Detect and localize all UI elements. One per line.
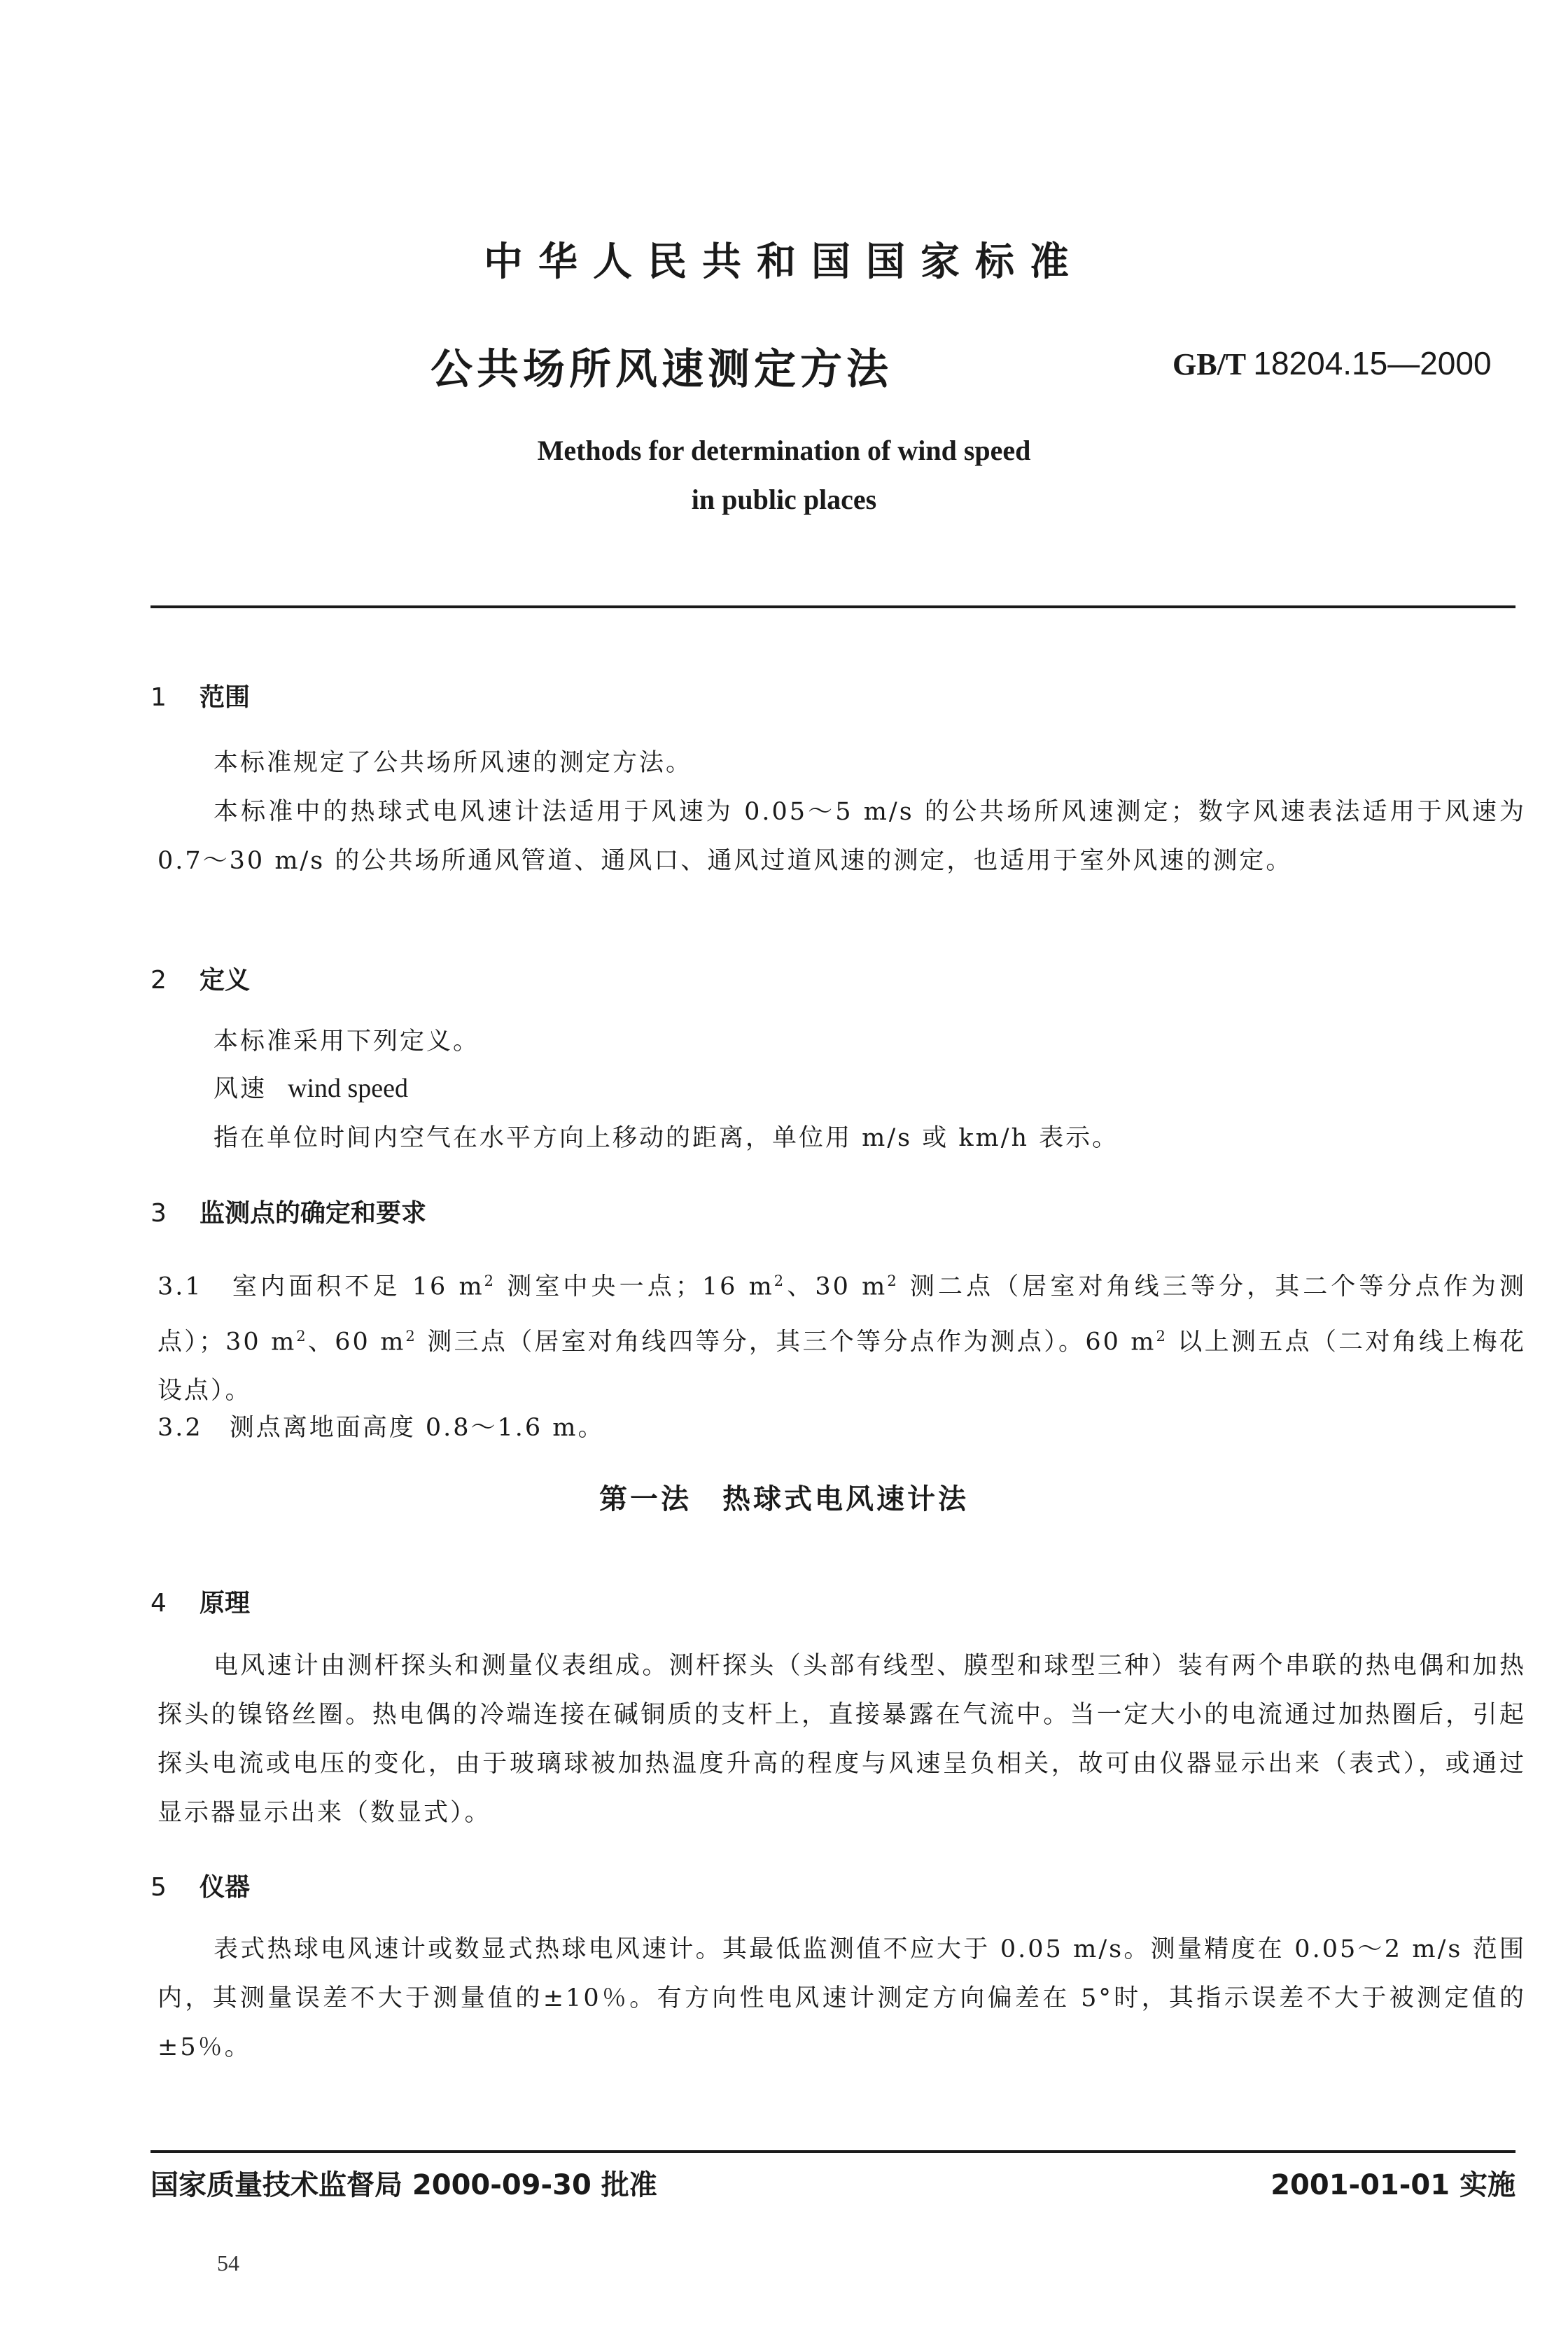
clause-number: 3.2 — [158, 1414, 203, 1442]
superscript: 2 — [405, 1327, 417, 1345]
clause-number: 3.1 — [158, 1272, 203, 1301]
section-title: 仪器 — [200, 1873, 251, 1902]
section-title: 监测点的确定和要求 — [200, 1199, 427, 1228]
section-2-heading — [150, 960, 250, 996]
standard-code-number: 18204.15—2000 — [1253, 345, 1492, 381]
standard-code-prefix: GB/T — [1172, 347, 1246, 381]
effective-date: 2001-01-01 实施 — [1270, 2169, 1516, 2201]
section-number: 2 — [150, 966, 167, 995]
clause-text: 测点离地面高度 0.8～1.6 m。 — [229, 1414, 605, 1442]
section-title: 定义 — [200, 966, 251, 995]
superscript: 2 — [1156, 1327, 1168, 1345]
standard-code — [1172, 344, 1492, 382]
clause-text: 、60 m — [307, 1328, 406, 1356]
country-standard-heading: 中华人民共和国国家标准 — [484, 239, 1084, 285]
superscript: 2 — [484, 1272, 496, 1289]
document-title-en-line2: in public places — [691, 484, 877, 515]
definition-text: 指在单位时间内空气在水平方向上移动的距离，单位用 m/s 或 km/h 表示。 — [214, 1124, 1119, 1152]
header-divider — [150, 605, 1516, 608]
clause-text: 、30 m — [785, 1272, 888, 1301]
superscript: 2 — [296, 1327, 308, 1345]
section-4-heading — [150, 1583, 250, 1619]
section-4-paragraph: 电风速计由测杆探头和测量仪表组成。测杆探头（头部有线型、膜型和球型三种）装有两个串联的热电偶和加热探头的镍铬丝圈。热电偶的冷端连接在碱铜质的支杆上，直接暴露在气流中。当一定大小的电流通过加热圈后，引起探头电流或电压的变化，由于玻璃球被加热温度升高的程度与风速呈负相关，故可由仪器显示出来（表式），或通过显示器显示出来（数显式）。 — [158, 1652, 1526, 1827]
section-2-paragraph-1: 本标准采用下列定义。 — [214, 1028, 480, 1056]
clause-text: 以上测五点（二对角线上梅花设点）。 — [158, 1328, 1526, 1405]
clause-3-2 — [158, 1403, 1526, 1452]
definition-term — [214, 1070, 408, 1105]
section-1-heading — [150, 678, 250, 713]
document-title-cn: 公共场所风速测定方法 — [430, 345, 892, 394]
clause-text: 测二点（居室对角线三等分，其二个等分点作为测点）；30 m — [158, 1272, 1526, 1356]
section-1-paragraph-1: 本标准规定了公共场所风速的测定方法。 — [214, 749, 693, 777]
superscript: 2 — [774, 1272, 786, 1289]
section-number: 5 — [150, 1873, 167, 1902]
clause-text: 室内面积不足 16 m — [232, 1272, 484, 1301]
section-5-paragraph: 表式热球电风速计或数显式热球电风速计。其最低监测值不应大于 0.05 m/s。测量精度在 0.05～2 m/s 范围内，其测量误差不大于测量值的±10％。有方向性电风速计测定方向偏差在 5°时，其指示误差不大于被测定值的±5％。 — [158, 1935, 1526, 2061]
clause-3-1 — [158, 1256, 1526, 1415]
footer-divider — [150, 2150, 1516, 2153]
section-title: 原理 — [200, 1589, 251, 1618]
page-number: 54 — [217, 2250, 239, 2276]
clause-text: 测三点（居室对角线四等分，其三个等分点作为测点）。60 m — [416, 1328, 1156, 1356]
section-number: 1 — [150, 683, 167, 712]
section-1-paragraph-2: 本标准中的热球式电风速计法适用于风速为 0.05～5 m/s 的公共场所风速测定；数字风速表法适用于风速为 0.7～30 m/s 的公共场所通风管道、通风口、通风过道风速的测定，也适用于室外风速的测定。 — [158, 798, 1526, 875]
section-number: 3 — [150, 1199, 167, 1228]
clause-text: 测室中央一点；16 m — [496, 1272, 774, 1301]
section-5-heading — [150, 1867, 250, 1903]
approval-note: 国家质量技术监督局 2000-09-30 批准 — [150, 2169, 657, 2201]
section-number: 4 — [150, 1589, 167, 1618]
term-en: wind speed — [288, 1074, 409, 1103]
section-title: 范围 — [200, 683, 251, 712]
section-3-heading — [150, 1193, 426, 1229]
document-title-en-line1: Methods for determination of wind speed — [537, 435, 1031, 466]
method-one-title: 第一法 热球式电风速计法 — [599, 1483, 969, 1515]
superscript: 2 — [887, 1272, 899, 1289]
term-cn: 风速 — [214, 1075, 267, 1103]
